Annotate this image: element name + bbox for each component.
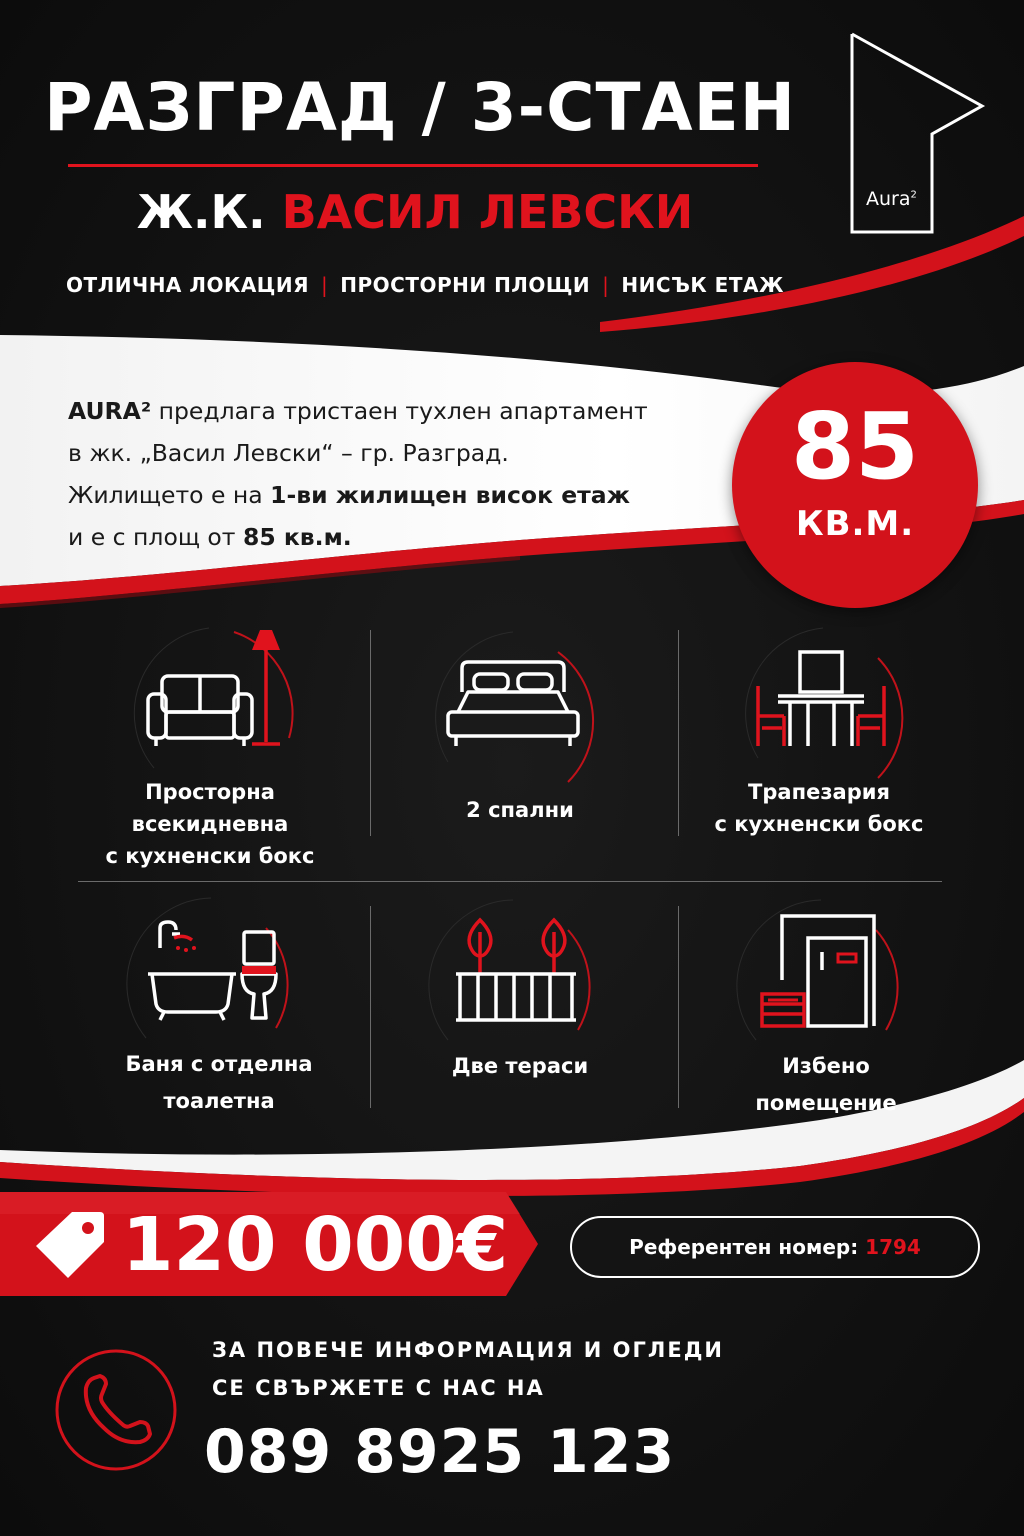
reference-badge [570,1216,980,1278]
feature-label-line: Просторна [145,780,275,804]
description-line-3: Жилището е на [68,481,271,509]
contact-text-line-1: ЗА ПОВЕЧЕ ИНФОРМАЦИЯ И ОГЛЕДИ [212,1338,724,1362]
feature-label-terraces [370,1050,670,1082]
grid-divider-horizontal [78,881,942,882]
feature-label-line: Избено [782,1054,870,1078]
feature-label-line: Две тераси [451,1054,589,1078]
feature-label-storage [676,1050,976,1119]
feature-label-line: с кухненски бокс [105,844,315,868]
tagline-space: ПРОСТОРНИ ПЛОЩИ [340,273,591,297]
title-divider [68,164,758,167]
description-line-4: и е с площ от [68,523,243,551]
feature-label-dining [669,776,969,840]
phone-icon[interactable] [54,1348,178,1472]
tagline-separator: | [602,273,610,297]
reference-label: Референтен номер: [629,1235,866,1259]
page-title: РАЗГРАД / 3-СТАЕН [44,69,796,146]
bed-icon [418,622,608,812]
floor-highlight: 1-ви жилищен висок етаж [270,481,631,509]
feature-label-line: всекидневна [131,812,289,836]
logo-text [866,188,917,210]
area-highlight: 85 кв.м. [242,523,352,551]
area-unit: КВ.М. [795,504,915,544]
contact-text-line-2: СЕ СВЪРЖЕТЕ С НАС НА [212,1376,545,1400]
neighborhood-prefix: Ж.К. [136,185,266,239]
logo-superscript: 2 [910,189,917,201]
reference-number: 1794 [865,1235,921,1259]
neighborhood-name: ВАСИЛ ЛЕВСКИ [281,185,694,239]
area-badge [732,362,978,608]
description-line-1: предлага тристаен тухлен апартамент [151,397,648,425]
feature-label-living-room [60,776,360,872]
brand-name: AURA² [68,397,152,425]
price-amount: 120 000€ [122,1202,509,1288]
neighborhood-heading [40,182,790,242]
area-value: 85 [790,393,920,500]
description-line-2: в жк. „Васил Левски“ – гр. Разград. [68,439,509,467]
feature-label-bathroom [69,1048,369,1117]
feature-label-line: Баня с отделна [125,1052,313,1076]
feature-label-line: 2 спални [466,798,574,822]
tagline-floor: НИСЪК ЕТАЖ [621,273,784,297]
feature-label-line: тоалетна [163,1089,275,1113]
feature-label-line: помещение [755,1091,897,1115]
phone-number[interactable]: 089 8925 123 [204,1417,676,1487]
price-tag-icon [34,1206,108,1280]
feature-label-line: с кухненски бокс [714,812,924,836]
tagline-row [40,270,810,300]
feature-label-line: Трапезария [748,780,890,804]
description-text [68,390,728,558]
logo-name: Aura [866,188,911,210]
feature-label-bedrooms [370,794,670,826]
tagline-location: ОТЛИЧНА ЛОКАЦИЯ [66,273,309,297]
tagline-separator: | [321,273,329,297]
